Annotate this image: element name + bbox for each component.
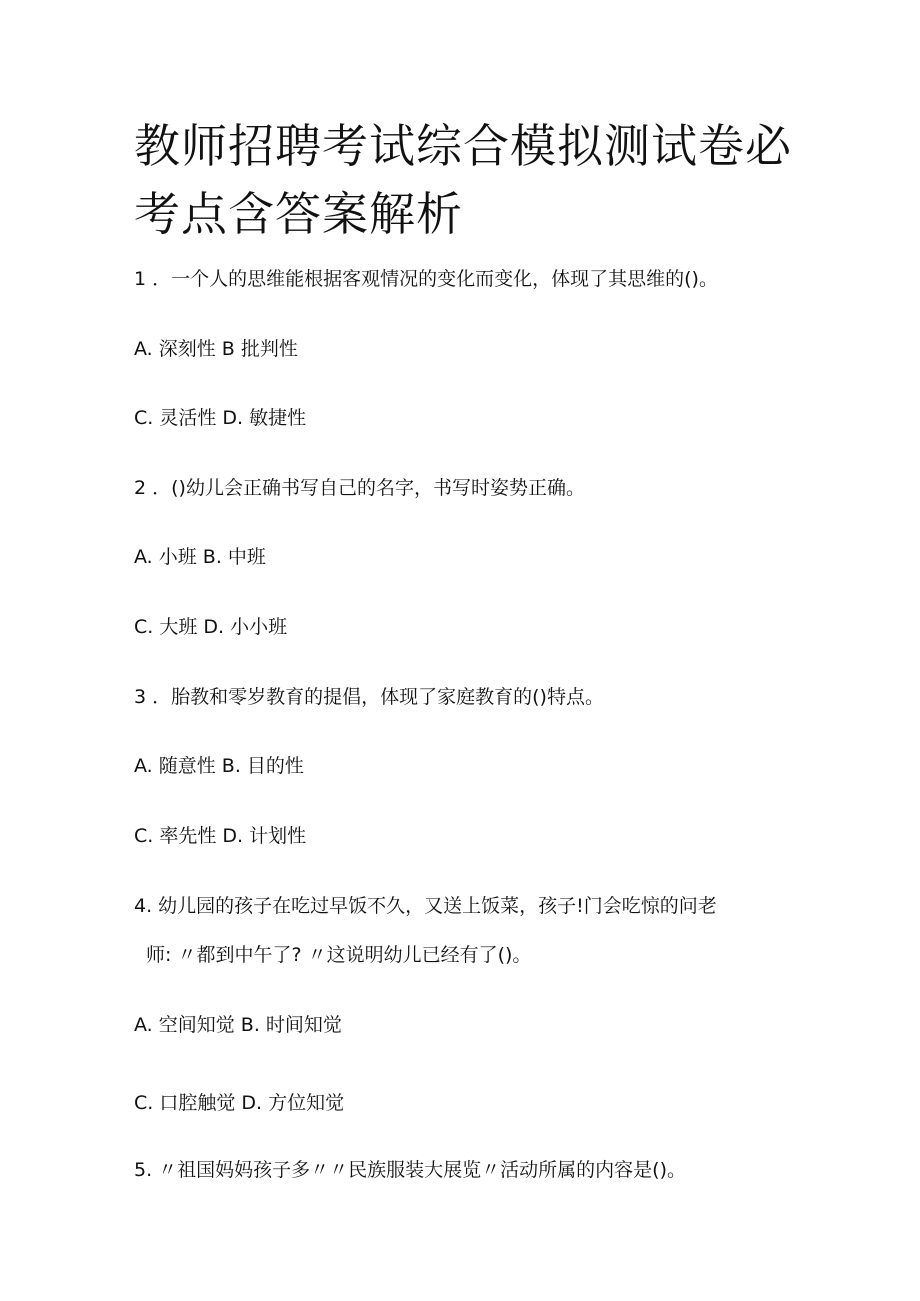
question-4-options-ab: A. 空间知觉 B. 时间知觉 xyxy=(134,1014,342,1036)
question-3-stem: 3 ．胎教和零岁教育的提倡，体现了家庭教育的()特点。 xyxy=(134,686,604,708)
question-4-stem-line-1: 4. 幼儿园的孩子在吃过早饭不久，又送上饭菜，孩子!门会吃惊的问老 xyxy=(134,895,717,917)
question-4-options-cd: C. 口腔触觉 D. 方位知觉 xyxy=(134,1092,345,1114)
question-4-stem-line-2: 师: 〃都到中午了? 〃这说明幼儿已经有了()。 xyxy=(146,944,532,966)
question-3-options-ab: A. 随意性 B. 目的性 xyxy=(134,755,304,777)
question-1-options-cd: C. 灵活性 D. 敏捷性 xyxy=(134,407,307,429)
question-5-stem: 5. 〃祖国妈妈孩子多〃〃民族服装大展览〃活动所属的内容是()。 xyxy=(134,1159,686,1181)
question-2-stem: 2 ．()幼儿会正确书写自己的名字，书写时姿势正确。 xyxy=(134,477,585,499)
question-3-options-cd: C. 率先性 D. 计划性 xyxy=(134,825,307,847)
question-2-options-ab: A. 小班 B. 中班 xyxy=(134,546,266,568)
question-1-options-ab: A. 深刻性 B 批判性 xyxy=(134,338,298,360)
question-1-stem: 1 ．一个人的思维能根据客观情况的变化而变化，体现了其思维的()。 xyxy=(134,268,718,290)
document-title: 教师招聘考试综合模拟测试卷必考点含答案解析 xyxy=(134,119,792,241)
question-2-options-cd: C. 大班 D. 小小班 xyxy=(134,616,288,638)
